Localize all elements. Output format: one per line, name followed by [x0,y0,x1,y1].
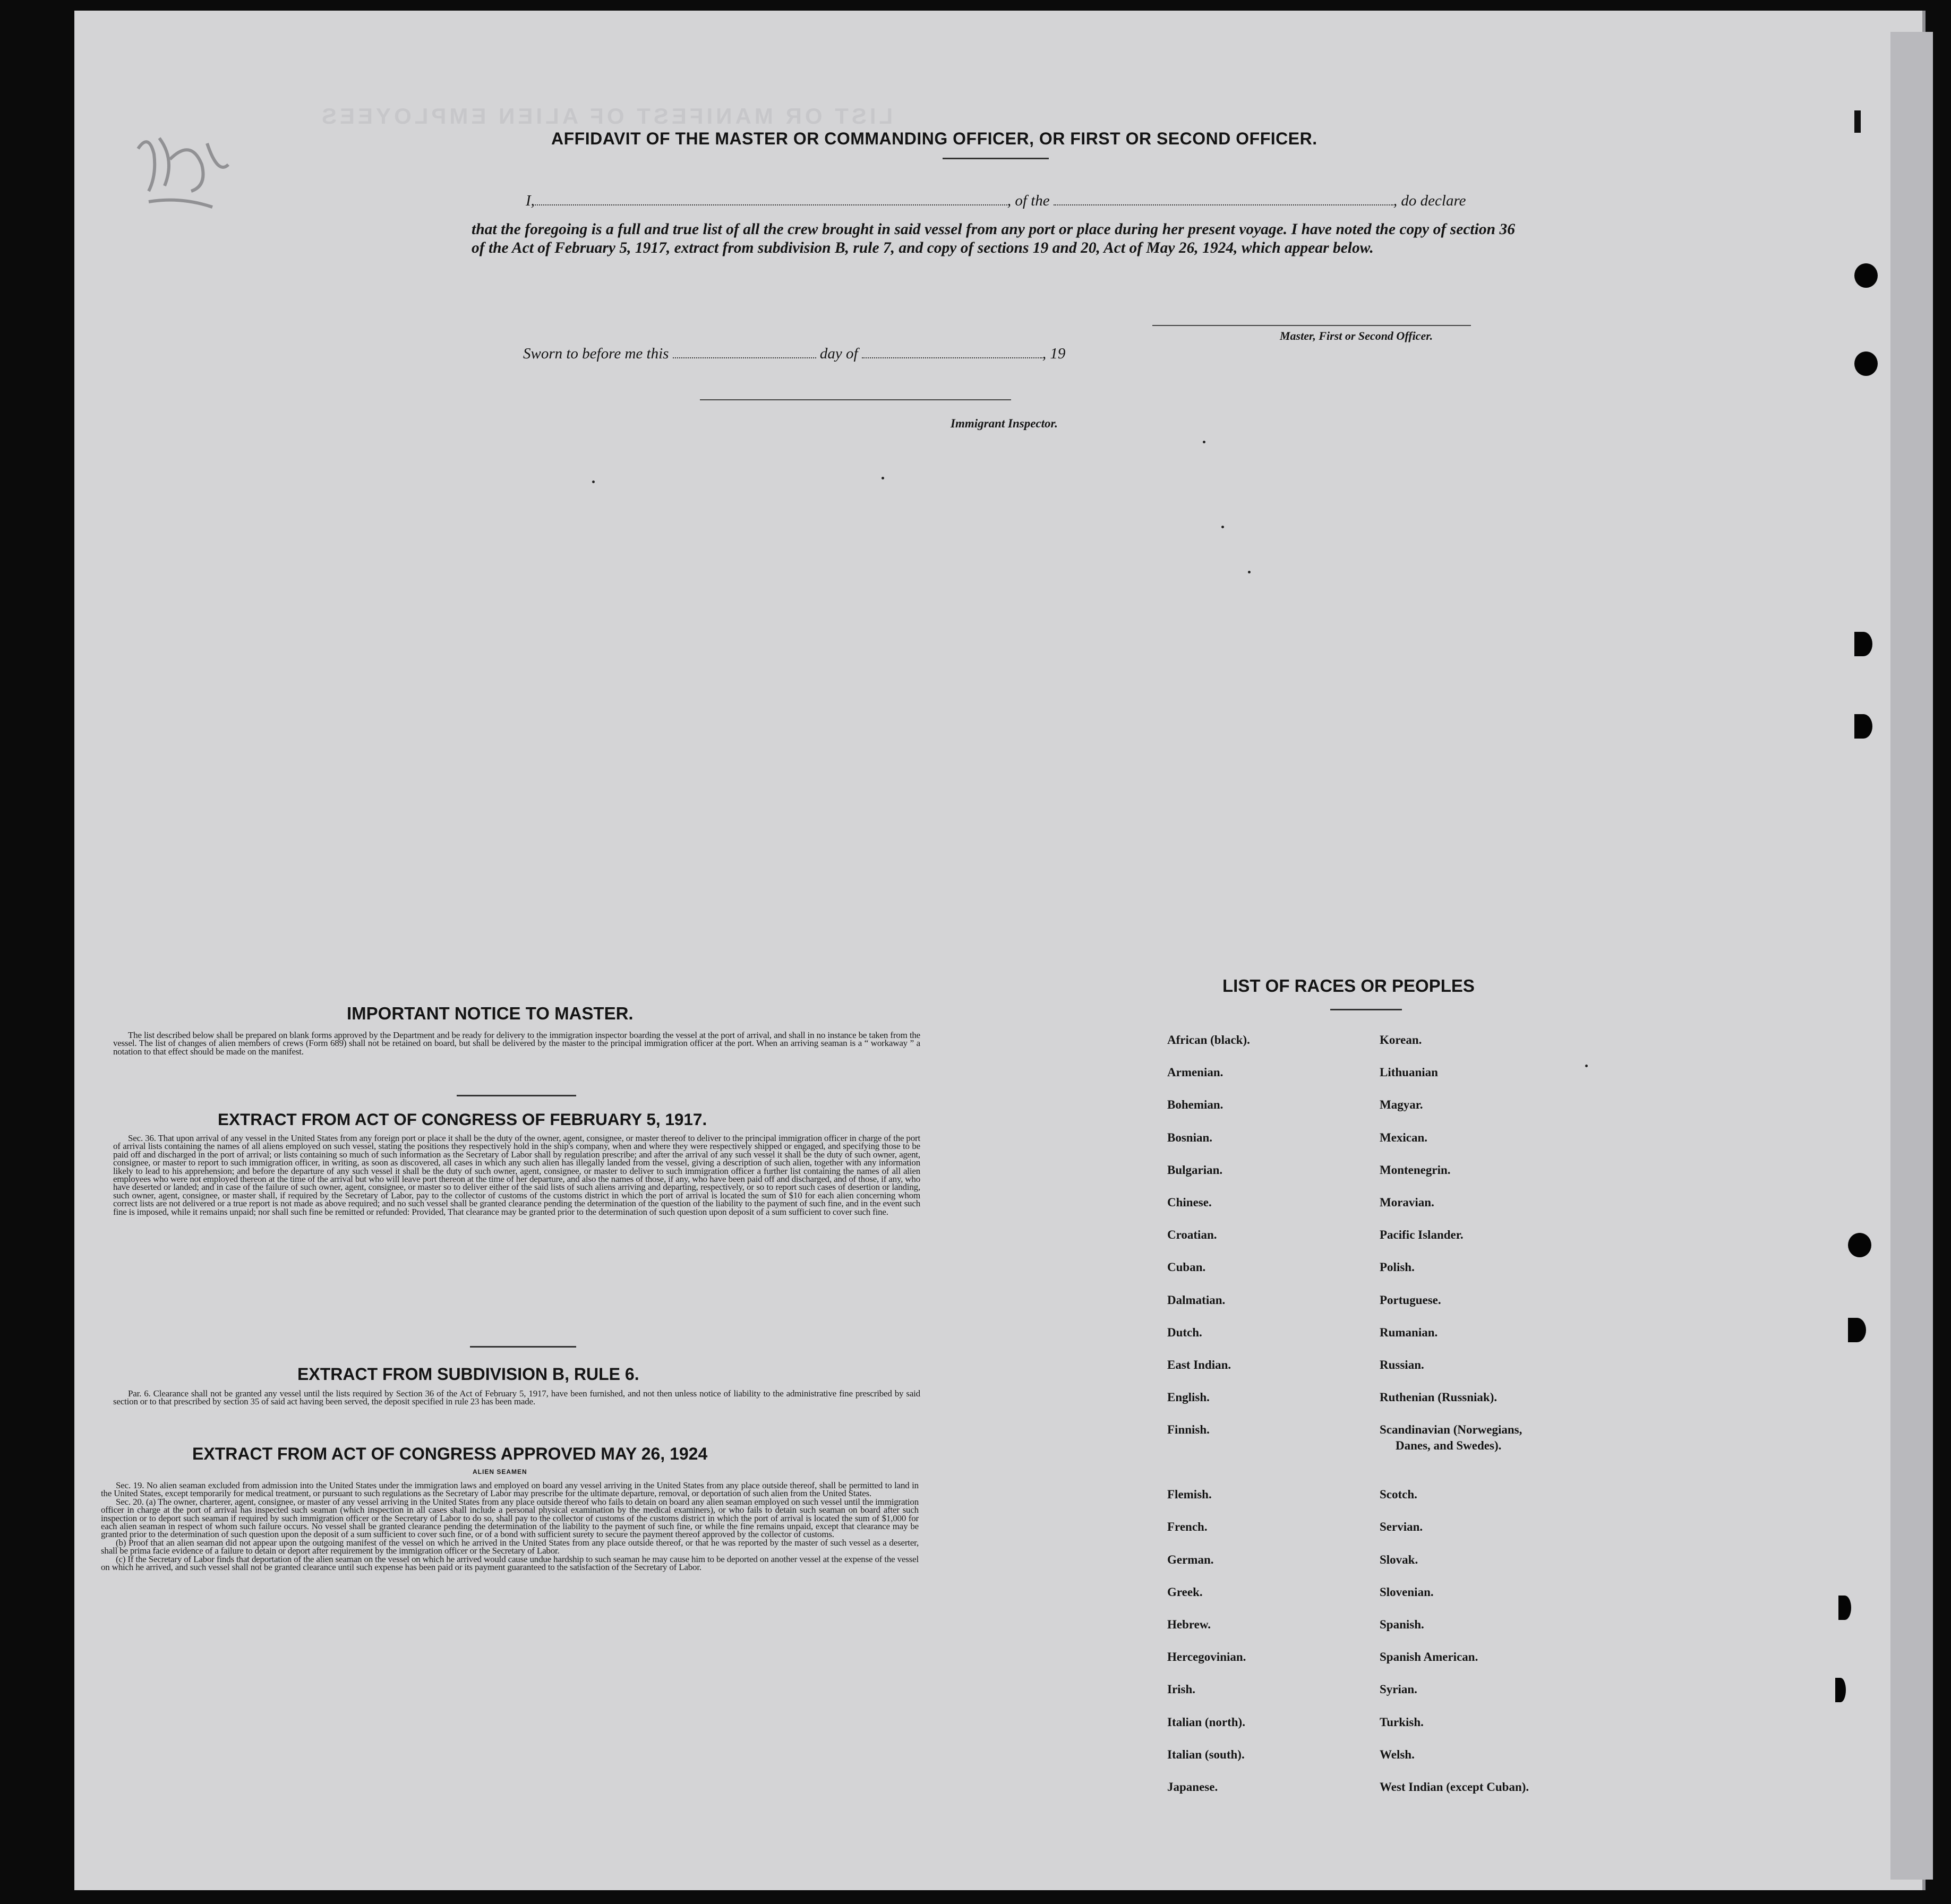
race-item: Rumanian. [1380,1325,1438,1339]
do-declare-label: , do declare [1393,192,1466,209]
race-item: Cuban. [1167,1260,1206,1274]
handwritten-mark [127,127,244,218]
notice-text [113,1031,920,1056]
race-item: Spanish. [1380,1618,1424,1631]
binder-hole [1854,632,1872,656]
affidavit-body: that the foregoing is a full and true list of all the crew brought in said vessel from any port or place during her present voyage. I have noted the copy of section 36 of the Act of February 5, 1917, extract from subdivision B, rule 7, and copy of sections 19 and 20, Act of May 26, 1924, which appear below. [472,221,1515,256]
race-item: Italian (north). [1167,1715,1245,1729]
vessel-name-field[interactable] [1054,204,1393,205]
notice-paragraph: The list described below shall be prepared on blank forms approved by the Department and be ready for delivery to the immigration inspector boarding the vessel at the port of arrival, and shall in no instance be taken from the vessel. The list of changes of alien members of crews (Form 689) shall not be retained on board, but shall be delivered by the master to the principal immigration officer at the port. When an arriving seaman is a “ workaway ” a notation to that effect should be made on the manifest. [113,1030,920,1057]
binder-hole [1854,714,1872,739]
race-item: Dalmatian. [1167,1293,1226,1307]
race-item: Polish. [1380,1260,1415,1274]
sworn-month-field[interactable] [862,357,1042,358]
binder-hole [1838,1596,1851,1620]
document-page [74,11,1926,1890]
binder-hole [1854,263,1878,288]
race-item: Moravian. [1380,1195,1434,1209]
race-item: Chinese. [1167,1195,1212,1209]
notice-title: IMPORTANT NOTICE TO MASTER. [347,1004,634,1023]
binder-hole [1835,1678,1846,1702]
race-item: Lithuanian [1380,1066,1438,1079]
divider [470,1346,576,1348]
section-19-paragraph: Sec. 19. No alien seaman excluded from admission into the United States under the immigration laws and employed on board any vessel arriving in the United States from any place outside thereof, shall be permitted to land in the United States, except temporarily for medical treatment, or pursuant to such regulations as the Secretary of Labor may prescribe for the ultimate departure, removal, or deportation of such alien from the United States. [101,1480,919,1499]
stray-dot [1203,441,1205,443]
declarant-prefix: I, [526,192,535,209]
extract-1924-title: EXTRACT FROM ACT OF CONGRESS APPROVED MAY 26, 1924 [192,1444,708,1463]
races-title: LIST OF RACES OR PEOPLES [1222,976,1475,996]
race-item: Croatian. [1167,1228,1217,1242]
race-item: Danes, and Swedes). [1396,1439,1502,1453]
race-item: Slovenian. [1380,1585,1434,1599]
affidavit-title: AFFIDAVIT OF THE MASTER OR COMMANDING OFFICER, OR FIRST OR SECOND OFFICER. [551,129,1317,148]
binder-hole [1848,1318,1866,1342]
race-item: West Indian (except Cuban). [1380,1780,1529,1794]
race-item: Turkish. [1380,1715,1424,1729]
affidavit-title-rule [943,158,1049,159]
underlying-page-edge [1890,32,1933,1880]
section-20a-paragraph: Sec. 20. (a) The owner, charterer, agent, consignee, or master of any vessel arriving in the United States from any place outside thereof who fails to detain on board any alien seaman employed on such vessel until the immigration officer in charge at the port of arrival has inspected such seaman (which inspection in all cases shall include a personal physical examination by the medical examiners), or who fails to detain such seaman on board after such inspection or to deport such seaman if required by such immigration officer or the Secretary of Labor to do so, shall pay to the collector of customs of the customs district in which the port of arrival is located the sum of $1,000 for each alien seaman in respect of whom such failure occurs. No vessel shall be granted clearance pending the determination of the liability to the payment of such fine, or while the fine remains unpaid, except that clearance may be granted prior to the determination of such question upon the deposit of a sum sufficient to cover such fine, or of a bond with sufficient surety to secure the payment thereof approved by the collector of customs. [101,1496,919,1540]
stray-dot [1248,571,1251,573]
race-item: East Indian. [1167,1358,1231,1371]
section-20b-paragraph: (b) Proof that an alien seaman did not appear upon the outgoing manifest of the vessel on which he arrived in the United States from any place outside thereof, or that he was reported by the master of such vessel as a deserter, shall be prima facie evidence of a failure to detain or deport after requirement by the immigration officer or the Secretary of Labor. [101,1537,919,1556]
race-item: Flemish. [1167,1488,1212,1502]
race-item: Dutch. [1167,1325,1202,1339]
signature-caption: Master, First or Second Officer. [1280,329,1433,342]
race-item: Russian. [1380,1358,1424,1371]
bleed-through-heading: LIST OR MANIFEST OF ALIEN EMPLOYEES [319,104,893,128]
race-item: Slovak. [1380,1553,1418,1566]
section-20c-paragraph: (c) If the Secretary of Labor finds that deportation of the alien seaman on the vessel on which he arrived would cause undue hardship to such seaman he may cause him to be deported on another vessel at the expense of the vessel on which he arrived, and such vessel shall not be granted clearance until such expense has been paid or its payment guaranteed to the satisfaction of the Secretary of Labor. [101,1554,919,1573]
race-item: Magyar. [1380,1098,1423,1112]
race-item: Greek. [1167,1585,1203,1599]
race-item: Japanese. [1167,1780,1218,1794]
race-item: German. [1167,1553,1214,1566]
race-item: Hebrew. [1167,1618,1211,1631]
race-item: Bohemian. [1167,1098,1223,1112]
stray-dot [592,481,595,483]
day-of-label: day of [819,345,858,362]
alien-seamen-subtitle: ALIEN SEAMEN [473,1468,527,1476]
race-item: Ruthenian (Russniak). [1380,1391,1498,1404]
race-item: Finnish. [1167,1423,1210,1437]
extract-1917-title: EXTRACT FROM ACT OF CONGRESS OF FEBRUARY 5, 1917. [218,1110,707,1129]
inspector-caption: Immigrant Inspector. [951,417,1058,430]
extract-rule6-title: EXTRACT FROM SUBDIVISION B, RULE 6. [297,1365,639,1384]
corner-mark [1854,110,1861,133]
races-title-rule [1330,1009,1402,1010]
races-right-column [1380,1033,1529,1813]
race-item: French. [1167,1520,1208,1534]
stray-dot [1585,1065,1588,1067]
stray-dot [1221,526,1224,528]
race-item: Montenegrin. [1380,1163,1451,1177]
race-item: Scotch. [1380,1488,1417,1502]
race-item: Irish. [1167,1683,1196,1696]
year-label: , 19 [1042,345,1066,362]
race-item: Portuguese. [1380,1293,1441,1307]
race-item: Pacific Islander. [1380,1228,1464,1242]
race-item: Scandinavian (Norwegians, [1380,1423,1522,1437]
race-item: Bulgarian. [1167,1163,1223,1177]
race-item: Servian. [1380,1520,1423,1534]
section-36-paragraph: Sec. 36. That upon arrival of any vessel in the United States from any foreign port or place it shall be the duty of the owner, agent, consignee, or master thereof to deliver to the principal immigration officer in charge of the port of arrival lists containing the names of all aliens employed on such vessel, stating the positions they respectively hold in the ship's company, when and where they were respectively shipped or engaged, and specifying those to be paid off and discharged in the port of arrival; or lists containing so much of such information as the Secretary of Labor shall by regulation prescribe; and after the arrival of any such vessel it shall be the duty of such owner, agent, consignee, or master to report to such immigration officer, in writing, as soon as discovered, all cases in which any such alien has illegally landed from the vessel, giving a description of such alien, together with any information likely to lead to his apprehension; and before the departure of any such vessel it shall be the duty of such owner, agent, consignee, or master to deliver to such immigration officer a further list containing the names of all alien employees who were not employed thereon at the time of the arrival but who will leave port thereon at the time of her departure, and also the names of those, if any, who have been paid off and discharged, and of those, if any, who have deserted or landed; and in case of the failure of such owner, agent, consignee, or master so to deliver either of the said lists of such aliens arriving and departing, respectively, or so to report such cases of desertion or landing, such owner, agent, consignee, or master shall, if required by the Secretary of Labor, pay to the collector of customs of the customs district in which the port of arrival is located the sum of $10 for each alien concerning whom correct lists are not delivered or a true report is not made as above required; and no such vessel shall be granted clearance pending the determination of the question of the liability to the payment of such fine, and in the event such fine is imposed, while it remains unpaid; nor shall such fine be remitted or refunded: Provided, That clearance may be granted prior to the determination of such question upon deposit of a sum sufficient to cover such fine. [113,1133,920,1217]
extract-rule6-text [113,1390,920,1406]
stray-dot [882,477,884,479]
sworn-prefix: Sworn to before me this [523,345,669,362]
race-item: Syrian. [1380,1683,1417,1696]
affidavit-declaration-line [526,192,1466,210]
par-6-paragraph: Par. 6. Clearance shall not be granted any vessel until the lists required by Section 36 of the Act of February 5, 1917, have been furnished, and not then unless notice of liability to the administrative fine prescribed by said section or to that prescribed by section 35 of said act having been served, the deposit specified in rule 23 has been made. [113,1388,920,1407]
sworn-line [523,345,1065,363]
sworn-day-field[interactable] [673,357,816,358]
race-item: Mexican. [1380,1130,1428,1144]
race-item: Italian (south). [1167,1747,1245,1761]
declarant-name-field[interactable] [535,204,1007,205]
inspector-signature-line[interactable] [700,399,1011,400]
binder-hole [1848,1233,1871,1257]
race-item: Korean. [1380,1033,1422,1047]
race-item: English. [1167,1391,1210,1404]
divider [457,1095,576,1096]
race-item: Armenian. [1167,1066,1223,1079]
extract-1924-text [101,1481,919,1571]
binder-hole [1854,351,1878,376]
race-item: African (black). [1167,1033,1250,1047]
signature-line[interactable] [1152,325,1471,326]
races-left-column [1167,1033,1250,1813]
extract-1917-text [113,1134,920,1216]
race-item: Hercegovinian. [1167,1650,1246,1664]
race-item: Spanish American. [1380,1650,1478,1664]
of-the-label: , of the [1007,192,1050,209]
race-item: Welsh. [1380,1747,1415,1761]
race-item: Bosnian. [1167,1130,1213,1144]
